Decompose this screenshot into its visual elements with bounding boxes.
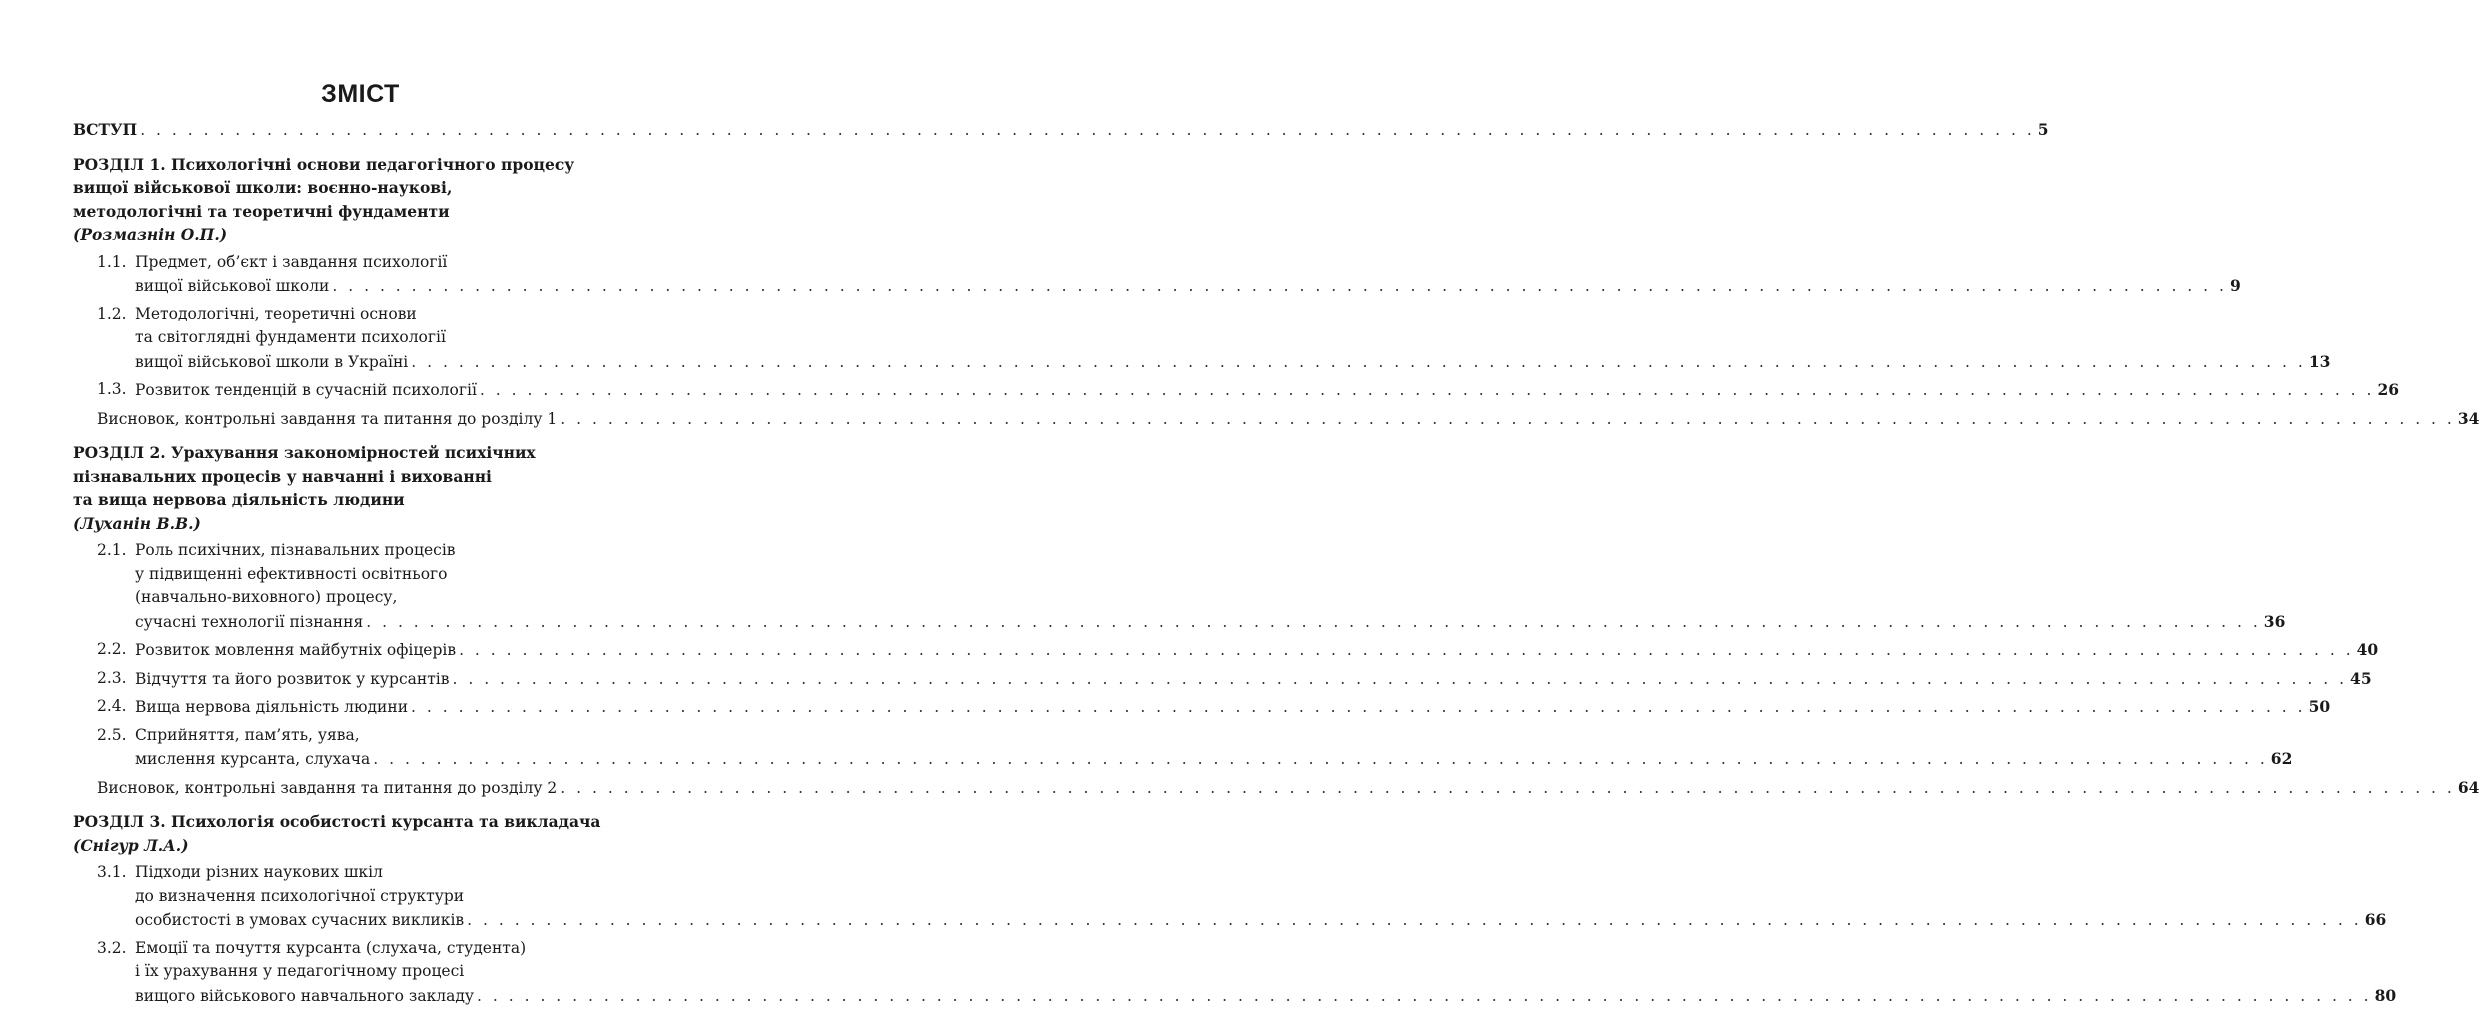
toc-page-number: 50 (2308, 697, 2331, 716)
section-heading-line[interactable]: та вища нервова діяльність людини (73, 490, 405, 509)
leader-dots: . . . . . . . . . . . . . . . . . . . . . . . . . . . . . . . . . . . . . . . . . . . . . . . . . . . . . . . . . . . . . . . . . . . . . . . . . . . . . . . . . . . . . . . . . . . . . . . . . . . . . . . . . . . . . . . . . . . . . . . . (373, 750, 2268, 768)
toc-section-1 (73, 153, 2479, 432)
section-heading-line[interactable]: пізнавальних процесів у навчанні і вихованні (73, 466, 492, 486)
subentry-body (135, 667, 2372, 692)
toc-page-number: 13 (2308, 351, 2331, 371)
toc-page-number: 34 (2457, 408, 2479, 428)
subentry-line: (навчально-виховного) процесу, (135, 588, 398, 606)
leader-dots: . . . . . . . . . . . . . . . . . . . . . . . . . . . . . . . . . . . . . . . . . . . . . . . . . . . . . . . . . . . . . . . . . . . . . . . . . . . . . . . . . . . . . . . . . . . . . . . . . . . . . . . . . . . . . . . . . . . . . . . . (560, 778, 2455, 797)
toc-entry-text: мислення курсанта, слухача (135, 750, 371, 768)
subentry-line: Емоції та почуття курсанта (слухача, студента) (135, 938, 527, 957)
section-heading-line[interactable]: РОЗДІЛ 2. Урахування закономірностей психічних (73, 443, 536, 462)
subentry-line: Методологічні, теоретичні основи (135, 304, 417, 323)
toc-subentry[interactable] (73, 303, 2331, 375)
subentry-last-line[interactable] (135, 274, 2241, 299)
subentry-last-line[interactable] (135, 984, 2396, 1009)
subentry-number: 2.5. (97, 725, 127, 744)
section-author: (Розмазнін О.П.) (73, 225, 228, 244)
toc-subentry[interactable] (73, 378, 2400, 403)
toc-page-number: 5 (2037, 120, 2049, 139)
section-author: (Луханін В.В.) (73, 513, 201, 533)
subentry-body (135, 539, 2285, 634)
toc-entry-text: вищої військової школи в Україні (135, 352, 409, 371)
toc-page-number: 64 (2457, 777, 2479, 797)
leader-dots: . . . . . . . . . . . . . . . . . . . . . . . . . . . . . . . . . . . . . . . . . . . . . . . . . . . . . . . . . . . . . . . . . . . . . . . . . . . . . . . . . . . . . . . . . . . . . . . . . . . . . . . . . . . . . . . . . . . . . . . . (411, 352, 2306, 371)
subentry-last-line[interactable] (135, 638, 2378, 663)
toc-entry-text: особистості в умовах сучасних викликів (135, 911, 465, 929)
subentry-body (135, 937, 2396, 1009)
leader-dots: . . . . . . . . . . . . . . . . . . . . . . . . . . . . . . . . . . . . . . . . . . . . . . . . . . . . . . . . . . . . . . . . . . . . . . . . . . . . . . . . . . . . . . . . . . . . . . . . . . . . . . . . . . . . . . . . . . . . . . . . (411, 698, 2306, 716)
leader-dots: . . . . . . . . . . . . . . . . . . . . . . . . . . . . . . . . . . . . . . . . . . . . . . . . . . . . . . . . . . . . . . . . . . . . . . . . . . . . . . . . . . . . . . . . . . . . . . . . . . . . . . . . . . . . . . . . . . . . . . . . (332, 277, 2227, 295)
subentry-last-line[interactable] (135, 747, 2292, 772)
subentry-line: Підходи різних наукових шкіл (135, 863, 383, 881)
subentry-last-line[interactable] (135, 378, 2399, 403)
toc-page-number: 62 (2270, 749, 2293, 768)
toc-entry-text: Висновок, контрольні завдання та питання до розділу 1 (97, 409, 558, 428)
section-heading-line[interactable]: РОЗДІЛ 3. Психологія особистості курсанта та викладача (73, 812, 601, 831)
toc-page-number: 66 (2364, 910, 2387, 929)
subentry-body (135, 861, 2386, 933)
toc-subentry[interactable] (73, 861, 2387, 933)
leader-dots: . . . . . . . . . . . . . . . . . . . . . . . . . . . . . . . . . . . . . . . . . . . . . . . . . . . . . . . . . . . . . . . . . . . . . . . . . . . . . . . . . . . . . . . . . . . . . . . . . . . . . . . . . . . . . . . . . . . . . . . . (560, 409, 2455, 428)
toc-entry-text: сучасні технології пізнання (135, 612, 364, 631)
toc-page-number: 80 (2374, 985, 2397, 1005)
subentry-number: 2.3. (97, 668, 127, 687)
subentry-last-line[interactable] (135, 610, 2285, 635)
toc-section-2 (73, 441, 2479, 800)
toc-entry-text: Вища нервова діяльність людини (135, 698, 409, 716)
section-heading-line[interactable]: РОЗДІЛ 1. Психологічні основи педагогічного процесу (73, 154, 575, 174)
leader-dots: . . . . . . . . . . . . . . . . . . . . . . . . . . . . . . . . . . . . . . . . . . . . . . . . . . . . . . . . . . . . . . . . . . . . . . . . . . . . . . . . . . . . . . . . . . . . . . . . . . . . . . . . . . . . . . . . . . . . . . . . (452, 669, 2348, 688)
toc-page-number: 45 (2350, 668, 2372, 688)
toc-subentry[interactable] (73, 251, 2241, 299)
subentry-line: та світоглядні фундаменти психології (135, 328, 446, 346)
leader-dots: . . . . . . . . . . . . . . . . . . . . . . . . . . . . . . . . . . . . . . . . . . . . . . . . . . . . . . . . . . . . . . . . . . . . . . . . . . . . . . . . . . . . . . . . . . . . . . . . . . . . . . . . . . . . . . . . . . . . . . . . (479, 381, 2375, 399)
toc-subentry[interactable] (73, 667, 2372, 692)
subentry-body (135, 724, 2292, 772)
table-of-contents (73, 118, 2479, 1008)
toc-subentry[interactable] (73, 937, 2397, 1009)
toc-entry-intro[interactable] (73, 118, 2049, 143)
toc-page-number: 40 (2356, 640, 2379, 659)
page-title: ЗМІСТ (321, 80, 400, 108)
subentry-last-line[interactable] (135, 350, 2330, 375)
subentry-last-line[interactable] (135, 695, 2330, 720)
toc-entry-text: Розвиток мовлення майбутніх офіцерів (135, 641, 457, 659)
toc-entry-text: Розвиток тенденцій в сучасній психології (135, 381, 477, 399)
toc-entry-text: Висновок, контрольні завдання та питання до розділу 2 (97, 778, 558, 797)
subentry-line: у підвищенні ефективності освітнього (135, 564, 448, 583)
subentry-body (135, 251, 2241, 299)
subentry-body (135, 378, 2399, 403)
subentry-body (135, 303, 2330, 375)
section-heading-line[interactable]: вищої військової школи: воєнно-наукові, (73, 178, 453, 197)
leader-dots: . . . . . . . . . . . . . . . . . . . . . . . . . . . . . . . . . . . . . . . . . . . . . . . . . . . . . . . . . . . . . . . . . . . . . . . . . . . . . . . . . . . . . . . . . . . . . . . . . . . . . . . . . . . . . . . . . . . . . . . . (459, 641, 2354, 659)
subentry-number: 3.2. (97, 938, 127, 957)
section-heading-line[interactable]: методологічні та теоретичні фундаменти (73, 201, 450, 221)
toc-conclusion[interactable] (97, 407, 2479, 432)
subentry-number: 2.2. (97, 640, 127, 658)
subentry-line: Роль психічних, пізнавальних процесів (135, 541, 456, 559)
toc-entry-text: Відчуття та його розвиток у курсантів (135, 669, 450, 688)
subentry-number: 2.1. (97, 541, 127, 559)
toc-section-3 (73, 810, 2397, 1008)
leader-dots: . . . . . . . . . . . . . . . . . . . . . . . . . . . . . . . . . . . . . . . . . . . . . . . . . . . . . . . . . . . . . . . . . . . . . . . . . . . . . . . . . . . . . . . . . . . . . . . . . . . . . . . . . . . . . . . . . . . . . . . . (477, 986, 2372, 1005)
subentry-number: 3.1. (97, 863, 127, 881)
subentry-line: Предмет, об’єкт і завдання психології (135, 252, 448, 271)
leader-dots: . . . . . . . . . . . . . . . . . . . . . . . . . . . . . . . . . . . . . . . . . . . . . . . . . . . . . . . . . . . . . . . . . . . . . . . . . . . . . . . . . . . . . . . . . . . . . . . . . . . . . . . . . . . . . . . . . . . . . . . . (366, 612, 2261, 631)
subentry-line: і їх урахування у педагогічному процесі (135, 962, 465, 980)
subentry-number: 1.2. (97, 304, 127, 323)
leader-dots: . . . . . . . . . . . . . . . . . . . . . . . . . . . . . . . . . . . . . . . . . . . . . . . . . . . . . . . . . . . . . . . . . . . . . . . . . . . . . . . . . . . . . . . . . . . . . . . . . . . . . . . . . . . . . . . . . . . . . . . . (140, 121, 2035, 139)
toc-subentry[interactable] (73, 539, 2286, 634)
toc-subentry[interactable] (73, 638, 2379, 663)
toc-subentry[interactable] (73, 695, 2331, 720)
leader-dots: . . . . . . . . . . . . . . . . . . . . . . . . . . . . . . . . . . . . . . . . . . . . . . . . . . . . . . . . . . . . . . . . . . . . . . . . . . . . . . . . . . . . . . . . . . . . . . . . . . . . . . . . . . . . . . . . . . . . . . . . (467, 911, 2362, 929)
subentry-last-line[interactable] (135, 667, 2372, 692)
section-author: (Снігур Л.А.) (73, 835, 189, 855)
toc-page-number: 36 (2263, 611, 2286, 631)
toc-conclusion[interactable] (97, 776, 2479, 801)
toc-page-number: 26 (2377, 380, 2400, 399)
subentry-number: 2.4. (97, 697, 127, 715)
subentry-body (135, 695, 2330, 720)
subentry-number: 1.1. (97, 252, 127, 271)
toc-entry-label: ВСТУП (73, 120, 138, 139)
toc-entry-text: вищої військової школи (135, 277, 330, 295)
subentry-number: 1.3. (97, 380, 127, 398)
subentry-last-line[interactable] (135, 908, 2386, 933)
toc-subentry[interactable] (73, 724, 2293, 772)
subentry-line: Сприйняття, пам’ять, уява, (135, 725, 360, 744)
subentry-line: до визначення психологічної структури (135, 886, 465, 905)
toc-page-number: 9 (2229, 276, 2241, 295)
subentry-body (135, 638, 2378, 663)
toc-entry-text: вищого військового навчального закладу (135, 986, 475, 1005)
